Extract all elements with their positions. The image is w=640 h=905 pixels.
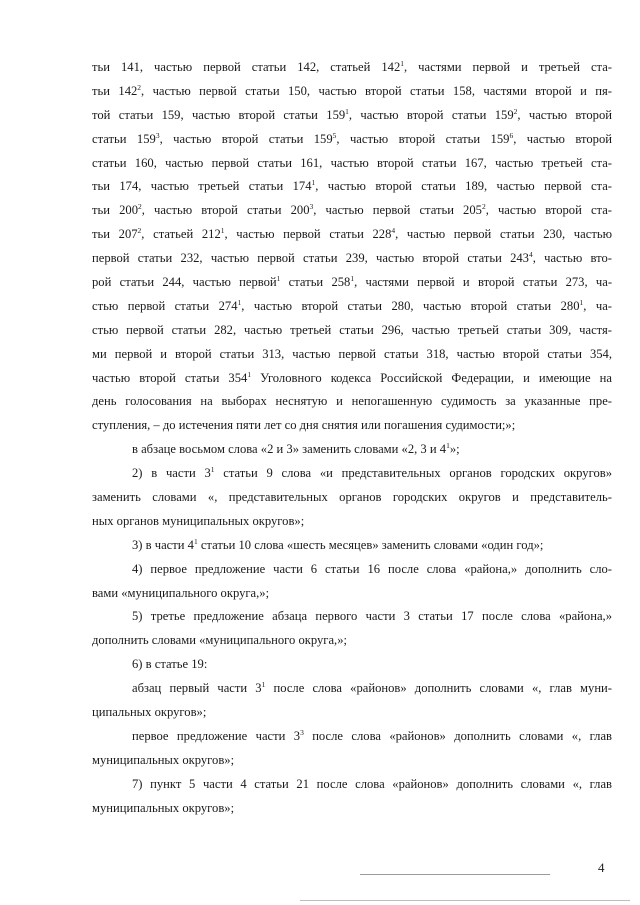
text-line: ципальных округов»; bbox=[92, 705, 207, 720]
text-line: той статьи 159, частью второй статьи $159^1$, частью второй статьи $159^2$, частью второй bbox=[92, 106, 612, 122]
text-line: ми первой и второй статьи 313, частью первой статьи 318, частью второй статьи 354, bbox=[92, 346, 612, 361]
paragraph-line: 2) в части $3^1$ статьи 9 слова «и представительных органов городских округов» bbox=[132, 465, 612, 481]
text-line: рой статьи 244, частью первой$^1$ статьи $258^1$, частями первой и второй статьи 273, ча- bbox=[92, 274, 613, 290]
text-line: статьи $159^3$, частью второй статьи $159^5$, частью второй статьи $159^6$, частью второй bbox=[92, 130, 612, 146]
text-line: ступления, – до истечения пяти лет со дня снятия или погашения судимости;»; bbox=[92, 418, 516, 433]
text-line: стью первой статьи $274^1$, частью второй статьи 280, частью второй статьи $280^1$, ча- bbox=[92, 297, 612, 313]
text-line: тьи 141, частью первой статьи 142, статьей $142^1$, частями первой и третьей ста- bbox=[92, 59, 612, 74]
text-line: муниципальных округов»; bbox=[92, 752, 235, 767]
scan-edge-line bbox=[360, 874, 550, 875]
page-number: 4 bbox=[598, 860, 605, 875]
paragraph-line: первое предложение части $3^3$ после слова «районов» дополнить словами «, глав bbox=[132, 727, 612, 743]
text-line: статьи 160, частью первой статьи 161, частью второй статьи 167, частью третьей ста- bbox=[92, 155, 612, 170]
text-line: тьи 174, частью третьей статьи $174^1$, частью второй статьи 189, частью первой ста- bbox=[92, 178, 613, 194]
text-line: тьи $200^2$, частью второй статьи $200^3$, частью первой статьи $205^2$, частью второй ста- bbox=[92, 202, 612, 218]
scan-edge-line bbox=[300, 900, 630, 901]
text-line: ных органов муниципальных округов»; bbox=[92, 513, 305, 528]
text-line: тьи $207^2$, статьей $212^1$, частью первой статьи $228^4$, частью первой статьи 230, частью bbox=[92, 226, 612, 242]
text-line: муниципальных округов»; bbox=[92, 800, 235, 815]
paragraph-line: 3) в части $4^1$ статьи 10 слова «шесть месяцев» заменить словами «один год»; bbox=[132, 536, 544, 552]
text-line: вами «муниципального округа,»; bbox=[92, 585, 270, 600]
paragraph-line: 6) в статье 19: bbox=[132, 657, 208, 672]
text-line: тьи $142^2$, частью первой статьи 150, частью второй статьи 158, частями второй и пя- bbox=[92, 82, 613, 98]
text-line: день голосования на выборах неснятую и непогашенную судимость за указанные пре- bbox=[92, 394, 612, 409]
text-line: заменить словами «, представительных органов городских округов и представитель- bbox=[92, 490, 612, 505]
paragraph-line: 4) первое предложение части 6 статьи 16 после слова «района,» дополнить сло- bbox=[132, 561, 612, 576]
text-line: стью первой статьи 282, частью третьей статьи 296, частью третьей статьи 309, частя- bbox=[92, 322, 612, 337]
text-line: частью второй статьи $354^1$ Уголовного кодекса Российской Федерации, и имеющие на bbox=[92, 369, 612, 385]
text-line: дополнить словами «муниципального округа,»; bbox=[92, 633, 347, 648]
paragraph-line: абзац первый части $3^1$ после слова «районов» дополнить словами «, глав муни- bbox=[132, 680, 612, 696]
body-text bbox=[92, 56, 612, 821]
paragraph-line: 5) третье предложение абзаца первого части 3 статьи 17 после слова «района,» bbox=[132, 609, 612, 624]
paragraph-line: 7) пункт 5 части 4 статьи 21 после слова «районов» дополнить словами «, глав bbox=[132, 776, 612, 791]
text-line: первой статьи 232, частью первой статьи 239, частью второй статьи $243^4$, частью вто- bbox=[92, 250, 612, 266]
paragraph-line: в абзаце восьмом слова «2 и 3» заменить словами «2, 3 и $4^1$»; bbox=[132, 441, 460, 457]
